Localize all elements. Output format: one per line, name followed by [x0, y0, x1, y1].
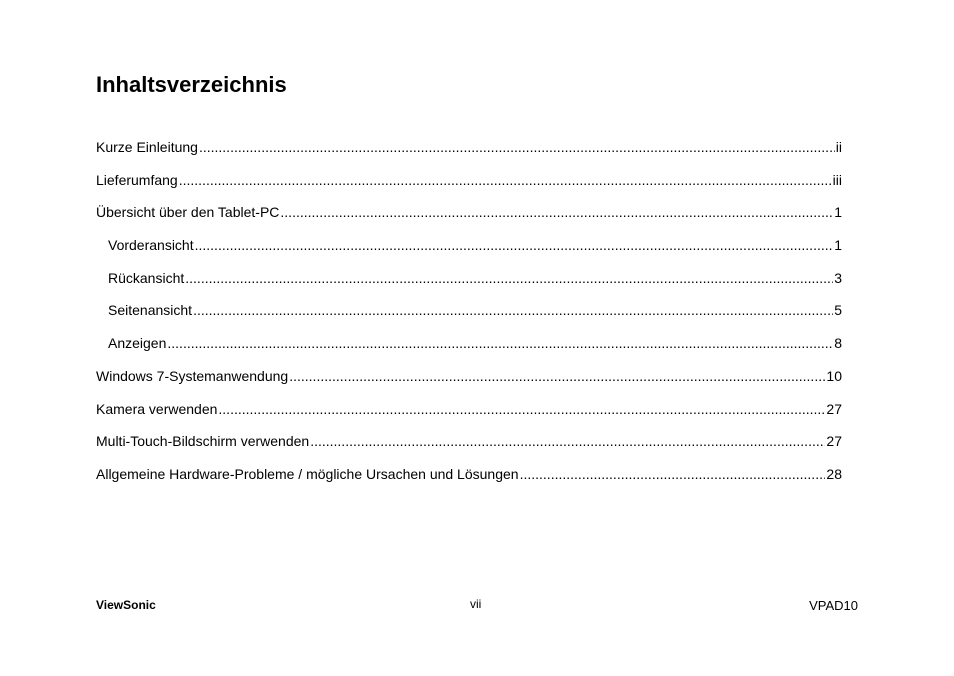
toc-entry-page: 1 [834, 237, 842, 254]
toc-entry-label: Seitenansicht [108, 302, 193, 319]
toc-entry-windows7[interactable] [96, 366, 842, 399]
toc-entry-kamera[interactable] [96, 399, 842, 432]
toc-entry-page: 27 [826, 400, 842, 417]
toc-entry-label: Multi-Touch-Bildschirm verwenden [96, 433, 310, 450]
dot-leader [310, 431, 825, 451]
toc-entry-rueckansicht[interactable] [96, 268, 842, 301]
toc-entry-kurze-einleitung[interactable] [96, 137, 842, 170]
toc-entry-label: Windows 7-Systemanwendung [96, 367, 289, 384]
toc-entry-uebersicht[interactable] [96, 202, 842, 235]
footer-page-number: vii [470, 597, 482, 611]
dot-leader [167, 333, 833, 353]
toc-entry-page: 8 [834, 335, 842, 352]
toc-entry-page: ii [835, 139, 842, 155]
toc-entry-page: 1 [834, 204, 842, 221]
toc-entry-label: Kamera verwenden [96, 400, 218, 417]
toc-entry-page: 10 [826, 367, 842, 384]
footer-model: VPAD10 [809, 598, 858, 613]
toc-entry-label: Allgemeine Hardware-Probleme / mögliche Ursachen und Lösungen [96, 465, 519, 482]
toc-entry-label: Anzeigen [108, 335, 167, 352]
toc-entry-lieferumfang[interactable] [96, 170, 842, 203]
toc-entry-label: Vorderansicht [108, 237, 194, 254]
toc-entry-label: Lieferumfang [96, 171, 178, 188]
dot-leader [218, 399, 825, 419]
toc-entry-hardware-probleme[interactable] [96, 464, 842, 497]
dot-leader [185, 268, 833, 288]
footer-brand: ViewSonic [96, 598, 156, 612]
table-of-contents [96, 137, 842, 497]
toc-entry-label: Übersicht über den Tablet-PC [96, 204, 280, 221]
toc-entry-page: 5 [834, 302, 842, 319]
toc-entry-multitouch[interactable] [96, 431, 842, 464]
dot-leader [199, 137, 835, 157]
dot-leader [195, 235, 834, 255]
toc-entry-page: iii [832, 171, 842, 188]
toc-entry-page: 3 [834, 269, 842, 286]
page-title: Inhaltsverzeichnis [96, 72, 287, 97]
dot-leader [289, 366, 825, 386]
dot-leader [179, 170, 832, 190]
toc-entry-label: Kurze Einleitung [96, 139, 198, 155]
dot-leader [280, 202, 833, 222]
toc-entry-anzeigen[interactable] [96, 333, 842, 366]
dot-leader [520, 464, 826, 484]
toc-entry-page: 28 [826, 465, 842, 482]
toc-entry-page: 27 [826, 433, 842, 450]
toc-entry-seitenansicht[interactable] [96, 300, 842, 333]
toc-entry-vorderansicht[interactable] [96, 235, 842, 268]
dot-leader [193, 300, 833, 320]
toc-entry-label: Rückansicht [108, 269, 185, 286]
